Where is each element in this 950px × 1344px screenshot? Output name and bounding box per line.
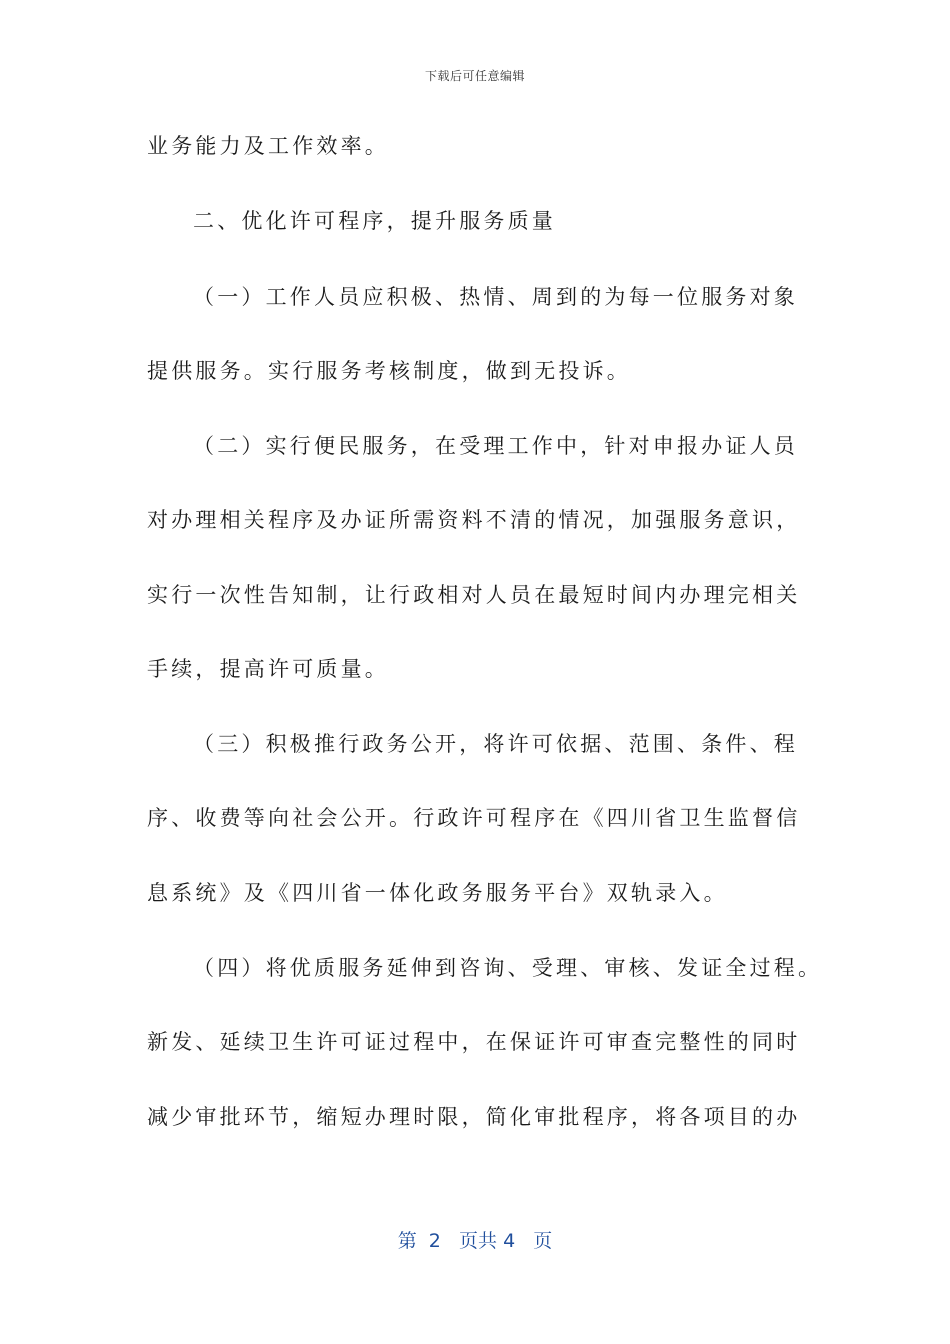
body-line: （二）实行便民服务，在受理工作中，针对申报办证人员 xyxy=(193,434,798,458)
section-heading: 二、优化许可程序，提升服务质量 xyxy=(193,209,556,233)
footer-prefix: 第 xyxy=(397,1230,417,1252)
footer-middle: 页共 xyxy=(459,1230,498,1252)
body-line: （三）积极推行政务公开，将许可依据、范围、条件、程 xyxy=(193,732,798,756)
body-line: 提供服务。实行服务考核制度，做到无投诉。 xyxy=(147,359,631,383)
body-line: （四）将优质服务延伸到咨询、受理、审核、发证全过程。 xyxy=(193,956,823,980)
body-line: 息系统》及《四川省一体化政务服务平台》双轨录入。 xyxy=(147,881,728,905)
total-pages-number: 4 xyxy=(503,1230,516,1252)
body-line: （一）工作人员应积极、热情、周到的为每一位服务对象 xyxy=(193,285,798,309)
header-note: 下载后可任意编辑 xyxy=(424,69,525,83)
body-line: 减少审批环节，缩短办理时限，简化审批程序，将各项目的办 xyxy=(147,1105,801,1129)
page-footer xyxy=(0,1226,950,1253)
body-line: 新发、延续卫生许可证过程中，在保证许可审查完整性的同时 xyxy=(147,1030,801,1054)
footer-suffix: 页 xyxy=(533,1230,553,1252)
body-line: 序、收费等向社会公开。行政许可程序在《四川省卫生监督信 xyxy=(147,806,801,830)
body-line: 实行一次性告知制，让行政相对人员在最短时间内办理完相关 xyxy=(147,583,801,607)
body-line: 对办理相关程序及办证所需资料不清的情况，加强服务意识， xyxy=(147,508,801,532)
body-line: 手续，提高许可质量。 xyxy=(147,657,389,681)
current-page-number: 2 xyxy=(428,1230,441,1252)
body-line: 业务能力及工作效率。 xyxy=(147,134,389,158)
